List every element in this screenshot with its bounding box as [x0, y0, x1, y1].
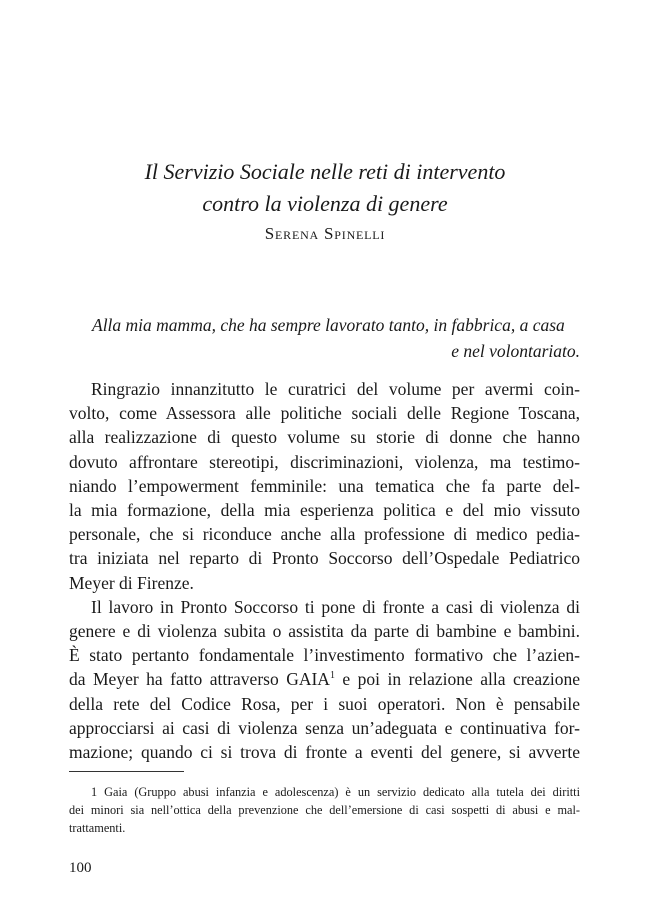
body-line: Il lavoro in Pronto Soccorso ti pone di fronte a casi di violenza di: [91, 596, 580, 617]
body-line-segment: e poi in relazione alla creazione: [334, 669, 580, 690]
body-text: [69, 377, 580, 764]
footnote-divider: [69, 771, 184, 772]
dedication: [92, 312, 580, 364]
footnote-reference[interactable]: 1: [329, 670, 335, 682]
footnote-line: 1 Gaia (Gruppo abusi infanzia e adolescenza) è un servizio dedicato alla tutela dei diritti: [91, 785, 580, 799]
body-line: Ringrazio innanzitutto le curatrici del volume per avermi coin-: [91, 379, 580, 399]
body-line: tra iniziata nel reparto di Pronto Soccorso dell’Ospedale Pediatrico: [69, 548, 580, 569]
chapter-author: Serena Spinelli: [264, 224, 386, 243]
body-line: È stato pertanto fondamentale l’investimento formativo che l’azien-: [69, 645, 580, 666]
footnote-line: trattamenti.: [69, 821, 126, 835]
footnote: [69, 783, 580, 837]
body-line: mazione; quando ci si trova di fronte a eventi del genere, si avverte: [69, 742, 580, 763]
paragraph-2: [69, 595, 580, 764]
body-line: della rete del Codice Rosa, per i suoi operatori. Non è pensabile: [69, 693, 580, 714]
page-number: 100: [69, 860, 92, 876]
dedication-line-1: Alla mia mamma, che ha sempre lavorato tanto, in fabbrica, a casa: [92, 315, 565, 335]
chapter-title-line-2: contro la violenza di genere: [202, 191, 448, 216]
body-line: alla realizzazione di questo volume su storie di donne che hanno: [69, 427, 580, 448]
body-line: personale, che si riconduce anche alla professione di medico pedia-: [69, 524, 580, 545]
chapter-title-line-1: Il Servizio Sociale nelle reti di intervento: [144, 159, 506, 184]
body-line: approcciarsi ai casi di violenza senza un’adeguata e continuativa for-: [69, 717, 580, 738]
footnote-line: dei minori sia nell’ottica della prevenzione che dell’emersione di casi sospetti di abusi e mal-: [69, 803, 580, 817]
body-line: dovuto affrontare stereotipi, discriminazioni, violenza, ma testimo-: [69, 451, 580, 472]
body-line: genere e di violenza subita o assistita da parte di bambine e bambini.: [69, 621, 580, 642]
chapter-heading: [0, 156, 650, 247]
body-line: Meyer di Firenze.: [69, 572, 194, 593]
dedication-line-2: e nel volontariato.: [451, 341, 580, 361]
body-line: volto, come Assessora alle politiche sociali delle Regione Toscana,: [69, 403, 580, 424]
body-line: niando l’empowerment femminile: una tematica che fa parte del-: [69, 475, 580, 496]
body-line: la mia formazione, della mia esperienza politica e del mio vissuto: [69, 500, 580, 521]
body-line-segment: da Meyer ha fatto attraverso GAIA: [69, 669, 330, 690]
body-line-with-footnote-ref: [69, 667, 580, 691]
paragraph-1: [69, 377, 580, 595]
